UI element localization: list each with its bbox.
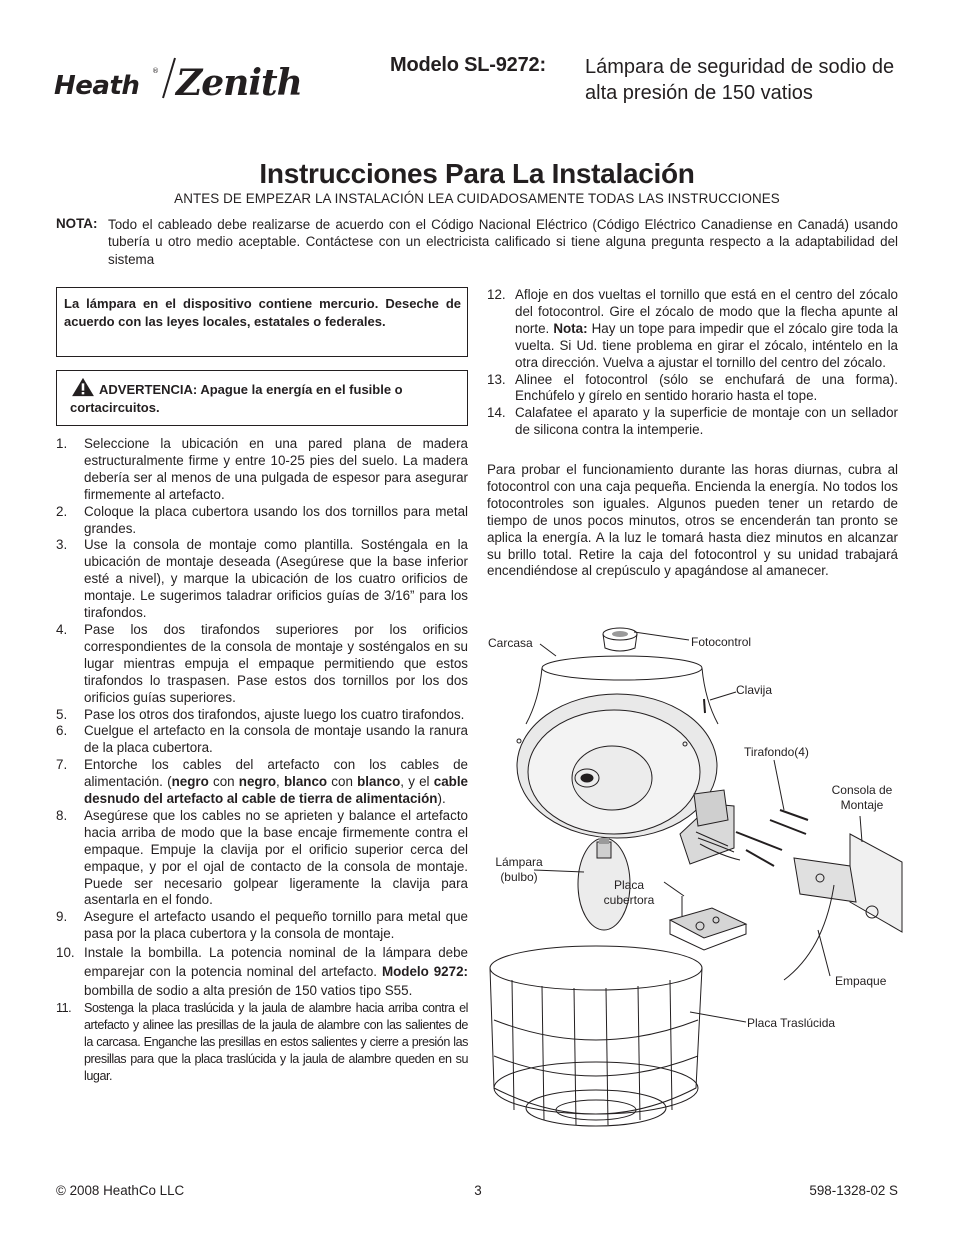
mercury-notice-text: La lámpara en el dispositivo contiene mercurio. Deseche de acuerdo con las leyes locales, estatales o federales. — [64, 296, 461, 329]
step-item: 2. Coloque la placa cubertora usando los dos tornillos para metal grandes. — [56, 503, 468, 536]
nota-label: NOTA: — [56, 216, 98, 231]
exploded-view-diagram — [484, 620, 904, 1160]
model-label: Modelo SL-9272: — [390, 54, 546, 76]
steps-list-right — [487, 287, 898, 439]
warning-box — [56, 370, 468, 426]
step-item: 14. Calafatee el aparato y la superficie de montaje con un sellador de silicona contra la intemperie. — [487, 405, 898, 438]
page-subtitle: ANTES DE EMPEZAR LA INSTALACIÓN LEA CUIDADOSAMENTE TODAS LAS INSTRUCCIONES — [174, 191, 780, 206]
warning-triangle-icon — [70, 377, 96, 397]
step-item: 11. Sostenga la placa traslúcida y la jaula de alambre hacia arriba contra el artefacto y alinee las presillas de la jaula de alambre con las salientes de la carcasa. Enganche las presillas en estos salientes y cierre a presión las presillas para que la placa traslúcida y la jaula de alambre queden en su lugar. — [56, 1001, 468, 1083]
warning-text: ADVERTENCIA: Apague la energía en el fusible o cortacircuitos. — [70, 382, 403, 415]
page-title: Instrucciones Para La Instalación — [259, 158, 695, 189]
step-item: 3. Use la consola de montaje como plantilla. Sosténgala en la ubicación de montaje deseada (Asegúrese que la base inferior esté a nivel), y marque la ubicación de los cuatro orificios de montaje. Le sugerimos taladrar orificios guías de 3/16” para los tirafondos. — [56, 537, 468, 621]
label-consola-montaje: Consola de Montaje — [831, 783, 893, 812]
label-clavija: Clavija — [736, 683, 773, 697]
heath-zenith-logo — [52, 56, 332, 100]
steps-list-left — [56, 436, 468, 1085]
footer-copyright: © 2008 HeathCo LLC — [56, 1183, 185, 1198]
label-placa-traslucida: Placa Traslúcida — [747, 1016, 836, 1030]
footer-page-number: 3 — [474, 1183, 482, 1198]
label-tirafondo: Tirafondo(4) — [744, 745, 809, 759]
step-item: 1. Seleccione la ubicación en una pared plana de madera estructuralmente firme y entre 10-25 pies del suelo. La madera debería ser al menos de una pulgada de espesor para asegurar firmemente al artefacto. — [56, 436, 468, 502]
step-item: 13. Alinee el fotocontrol (sólo se enchufará de una forma). Enchúfelo y gírelo en sentido horario hasta el tope. — [487, 371, 898, 404]
label-lampara-bulbo: Lámpara (bulbo) — [495, 855, 543, 884]
svg-text:Zenith: Zenith — [176, 62, 302, 100]
test-paragraph: Para probar el funcionamiento durante las horas diurnas, cubra al fotocontrol con una caja pequeña. Encienda la energía. No todos los fotocontroles son iguales. Algunos pueden tener un retardo de tiempo de unos pocos minutos, otros se encenderán tan pronto se aplica la energía. A la luz le tomará hasta diez minutos en alcanzar su brillo total. Retire la caja del fotocontrol y su unidad trabajará encendiéndose al crepúsculo y apagándose al amanecer. — [487, 462, 898, 579]
step-item: 6. Cuelgue el artefacto en la consola de montaje usando la ranura de la placa cubertora. — [56, 723, 468, 756]
svg-text:Heath: Heath — [54, 71, 140, 100]
nota-text: Todo el cableado debe realizarse de acuerdo con el Código Nacional Eléctrico (Código Eléctrico Canadiense en Canadá) usando tubería u otro medio aceptable. Contáctese con un electricista calificado si tiene alguna pregunta respecto a la adaptabilidad del sistema — [108, 217, 898, 267]
svg-text:®: ® — [152, 67, 159, 75]
label-empaque: Empaque — [835, 974, 887, 988]
step-item: 7. Entorche los cables del artefacto con los cables de alimentación. (negro con negro, blanco con blanco, y el cable desnudo del artefacto al cable de tierra de alimentación). — [56, 757, 468, 807]
label-placa-cubertora: Placa cubertora — [603, 878, 655, 907]
mercury-notice-box — [56, 287, 468, 357]
label-fotocontrol: Fotocontrol — [691, 635, 752, 649]
model-description: Lámpara de seguridad de sodio de alta presión de 150 vatios — [585, 56, 895, 104]
step-item: 12. Afloje en dos vueltas el tornillo que está en el centro del zócalo del fotocontrol. Gire el zócalo de modo que la flecha apunte al norte. Nota: Hay un tope para impedir que el zócalo gire toda la vuelta. Si Ud. tiene problema en girar el zócalo, inténtelo en la otra dirección. Vuelva a ajustar el tornillo del centro del zócalo. — [487, 287, 898, 370]
fixture-illustration — [484, 620, 904, 1160]
step-item: 9. Asegure el artefacto usando el pequeño tornillo para metal que pasa por la placa cubertora y la consola de montaje. — [56, 909, 468, 942]
label-carcasa: Carcasa — [488, 636, 533, 650]
step-item: 8. Asegúrese que los cables no se aprieten y balance el artefacto hacia arriba de modo que la base encaje firmemente contra el empaque. Empuje la clavija por el orificio superior cerca del empaque, y por el ojal de contacto de la consola de montaje. Puede ser necesario golpear ligeramente la clavija para asentarla en el fondo. — [56, 807, 468, 908]
footer-document-code: 598-1328-02 S — [809, 1183, 898, 1198]
step-item: 4. Pase los dos tirafondos superiores por los orificios correspondientes de la consola de montaje y sosténgalos en su lugar mientras empuja el empaque permitiendo que estos tirafondos lo traspasen. Pase estos dos tornillos por los dos orificios guías superiores. — [56, 621, 468, 705]
step-item: 5. Pase los otros dos tirafondos, ajuste luego los cuatro tirafondos. — [56, 706, 465, 722]
step-item: 10. Instale la bombilla. La potencia nominal de la lámpara debe emparejar con la potencia nominal del artefacto. Modelo 9272: bombilla de sodio a alta presión de 150 vatios tipo S55. — [56, 945, 468, 999]
